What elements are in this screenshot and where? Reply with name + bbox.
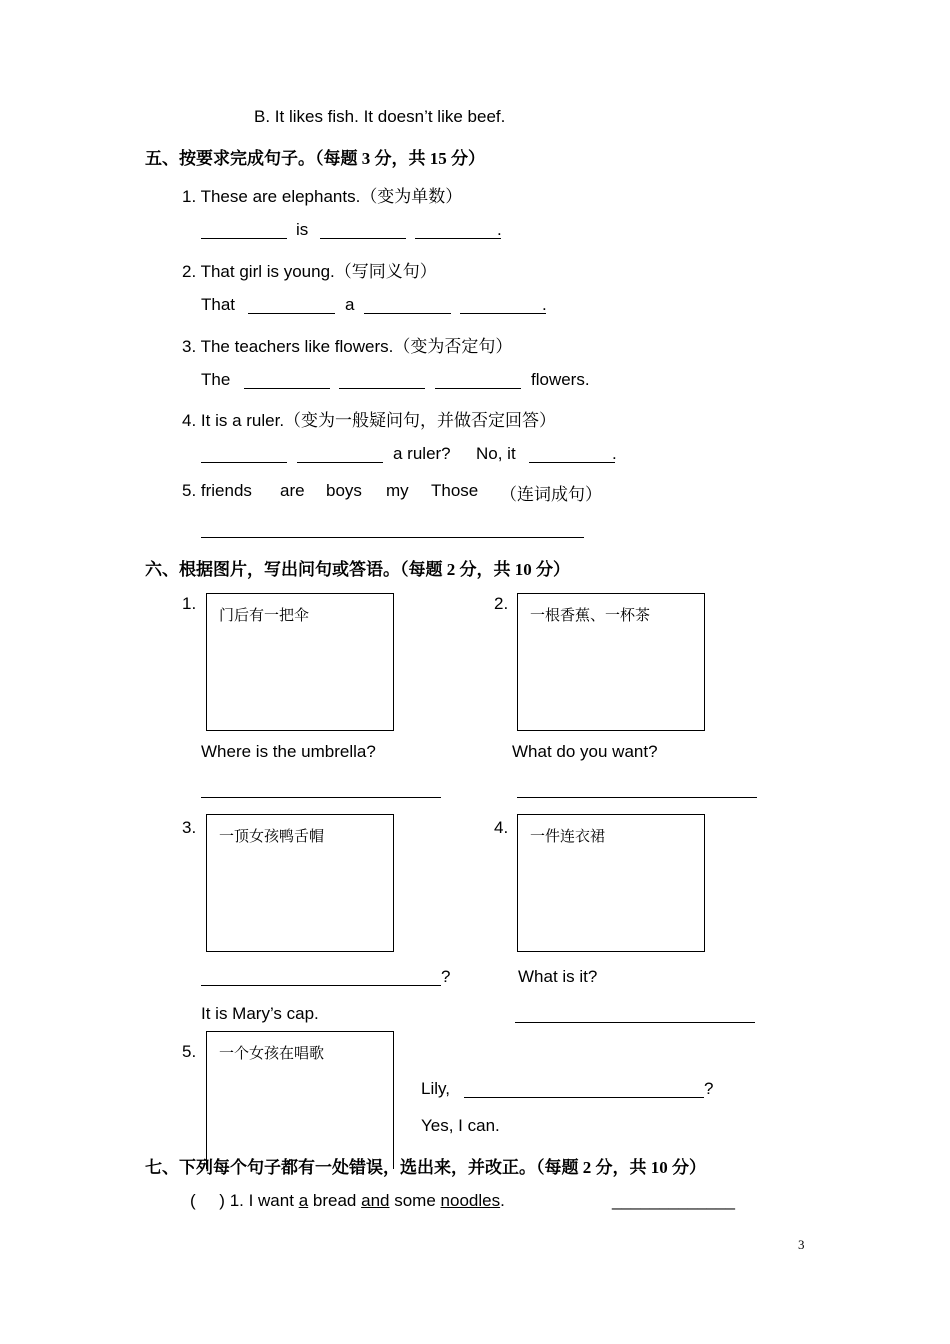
- section6-title: 六、根据图片，写出问句或答语。（每题 2 分，共 10 分）: [145, 560, 570, 579]
- s7-q1-option-a: a: [298, 1191, 309, 1210]
- s5-q3-text: 3. The teachers like flowers.: [182, 337, 394, 356]
- option-b: B. It likes fish. It doesn’t like beef.: [254, 107, 506, 126]
- s6-item1-picture-label: 门后有一把伞: [219, 608, 310, 624]
- s5-q2-blank-2[interactable]: [364, 313, 451, 314]
- s6-item5-answer: Yes, I can.: [421, 1116, 500, 1135]
- s5-q5-hint: （连词成句）: [500, 485, 602, 504]
- s7-q1-num: 1. I want: [229, 1191, 294, 1210]
- s5-q3-word-1: The: [201, 370, 231, 389]
- s5-q5-word-1: are: [280, 481, 305, 500]
- s6-item3-num: 3.: [182, 818, 197, 837]
- s6-item1-num: 1.: [182, 594, 197, 613]
- s6-item4-blank[interactable]: [515, 1022, 755, 1023]
- s6-item2-blank[interactable]: [517, 797, 757, 798]
- s6-item5-picture-label: 一个女孩在唱歌: [219, 1046, 325, 1062]
- s6-item5-num: 5.: [182, 1042, 197, 1061]
- s5-q4-hint: （变为一般疑问句，并做否定回答）: [284, 411, 557, 430]
- page-number: 3: [798, 1237, 805, 1252]
- s7-q1-mid2: some: [394, 1191, 436, 1210]
- s5-q4-word-2: No, it: [476, 444, 516, 463]
- s6-item4-picture-box: [517, 814, 705, 952]
- s5-q2: [182, 257, 437, 282]
- s6-item3-picture-box: [206, 814, 394, 952]
- s6-item2-picture-label: 一根香蕉、一杯茶: [530, 608, 651, 624]
- s5-q1-blank-2[interactable]: [320, 238, 406, 239]
- s6-item5-picture-box: [206, 1031, 394, 1169]
- s5-q2-text: 2. That girl is young.: [182, 262, 335, 281]
- s7-q1-paren[interactable]: ( ): [190, 1191, 225, 1210]
- s5-q1-end: .: [497, 220, 502, 239]
- s7-q1-end: .: [500, 1191, 505, 1210]
- s7-q1-option-b: and: [361, 1191, 390, 1210]
- s5-q4-word-1: a ruler?: [393, 444, 451, 463]
- s6-item4-picture-label: 一件连衣裙: [530, 829, 606, 845]
- s5-q4-end: .: [612, 444, 617, 463]
- s6-item2-num: 2.: [494, 594, 509, 613]
- s5-q3-blank-1[interactable]: [244, 388, 330, 389]
- s5-q2-blank-1[interactable]: [248, 313, 335, 314]
- s6-item5-blank[interactable]: [464, 1097, 704, 1098]
- s5-q5-word-0: 5. friends: [182, 481, 252, 500]
- section7-title: 七、下列每个句子都有一处错误，选出来，并改正。（每题 2 分，共 10 分）: [145, 1158, 706, 1177]
- s6-item3-qend: ?: [441, 967, 451, 986]
- s6-item5-qend: ?: [704, 1079, 714, 1098]
- s7-q1-mid1: bread: [312, 1191, 357, 1210]
- s6-item3-blank[interactable]: [201, 985, 441, 986]
- s5-q5-word-2: boys: [326, 481, 362, 500]
- s6-item2-picture-box: [517, 593, 705, 731]
- s5-q2-word-1: That: [201, 295, 236, 314]
- s6-item2-prompt: What do you want?: [512, 742, 658, 761]
- s5-q2-end: .: [542, 295, 547, 314]
- s5-q5-word-3: my: [386, 481, 409, 500]
- s5-q2-blank-3[interactable]: [460, 313, 546, 314]
- s5-q1-hint: （变为单数）: [360, 187, 463, 206]
- section5-title: 五、按要求完成句子。（每题 3 分，共 15 分）: [145, 149, 485, 168]
- s5-q4: [182, 406, 556, 431]
- s5-q4-blank-2[interactable]: [297, 462, 383, 463]
- s7-q1: [190, 1191, 505, 1211]
- s5-q3-word-2: flowers.: [531, 370, 590, 389]
- s5-q3-hint: （变为否定句）: [393, 337, 513, 356]
- s5-q2-hint: （写同义句）: [334, 262, 437, 281]
- s5-q1-text: 1. These are elephants.: [182, 187, 361, 206]
- s5-q5-blank[interactable]: [201, 537, 584, 538]
- s6-item4-num: 4.: [494, 818, 509, 837]
- s6-item1-picture-box: [206, 593, 394, 731]
- s6-item5-qstart: Lily,: [421, 1079, 450, 1098]
- s5-q4-blank-3[interactable]: [529, 462, 615, 463]
- s5-q1-word: is: [296, 220, 309, 239]
- s6-item3-answer: It is Mary’s cap.: [201, 1004, 319, 1023]
- s5-q1-blank-3[interactable]: [415, 238, 501, 239]
- s5-q3-blank-3[interactable]: [435, 388, 521, 389]
- s6-item1-blank[interactable]: [201, 797, 441, 798]
- s6-item1-prompt: Where is the umbrella?: [201, 742, 376, 761]
- s6-item4-prompt: What is it?: [518, 967, 598, 986]
- s5-q3-blank-2[interactable]: [339, 388, 425, 389]
- s6-item3-picture-label: 一顶女孩鸭舌帽: [219, 829, 325, 845]
- s7-q1-blank[interactable]: _____________: [612, 1191, 735, 1210]
- s5-q4-blank-1[interactable]: [201, 462, 287, 463]
- s5-q1-blank-1[interactable]: [201, 238, 287, 239]
- s5-q3: [182, 332, 512, 357]
- s5-q2-word-2: a: [345, 295, 355, 314]
- s5-q4-text: 4. It is a ruler.: [182, 411, 285, 430]
- s7-q1-option-c: noodles: [440, 1191, 501, 1210]
- s5-q1: [182, 182, 462, 207]
- s5-q5-word-4: Those: [431, 481, 479, 500]
